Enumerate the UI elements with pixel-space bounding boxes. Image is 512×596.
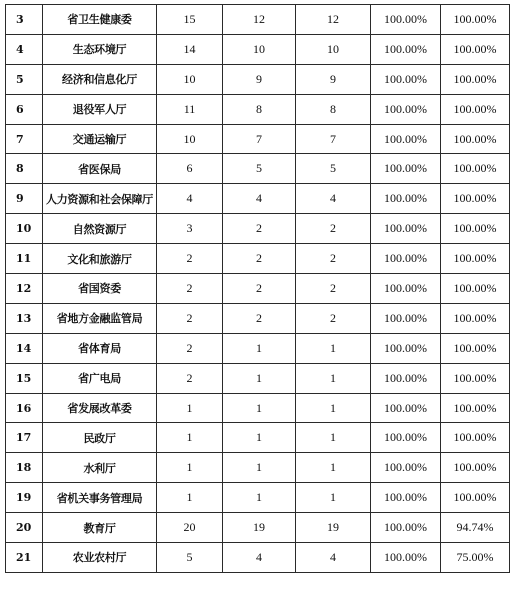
- department-cell: 自然资源厅: [43, 214, 157, 244]
- rate-cell: 100.00%: [441, 423, 510, 453]
- rate-cell: 75.00%: [441, 543, 510, 573]
- count-cell: 5: [223, 154, 296, 184]
- department-cell: 教育厅: [43, 513, 157, 543]
- count-cell: 1: [296, 453, 371, 483]
- count-cell: 6: [157, 154, 223, 184]
- rate-cell: 100.00%: [441, 5, 510, 35]
- table-row: [6, 274, 510, 304]
- row-number-cell: 6: [6, 94, 43, 124]
- count-cell: 8: [296, 94, 371, 124]
- count-cell: 1: [223, 483, 296, 513]
- department-cell: 生态环境厅: [43, 34, 157, 64]
- table-row: [6, 333, 510, 363]
- count-cell: 9: [223, 64, 296, 94]
- row-number-cell: 13: [6, 303, 43, 333]
- rate-cell: 100.00%: [441, 453, 510, 483]
- count-cell: 1: [157, 393, 223, 423]
- count-cell: 14: [157, 34, 223, 64]
- count-cell: 4: [296, 184, 371, 214]
- rate-cell: 100.00%: [371, 423, 441, 453]
- rate-cell: 100.00%: [371, 154, 441, 184]
- count-cell: 19: [296, 513, 371, 543]
- count-cell: 9: [296, 64, 371, 94]
- count-cell: 10: [296, 34, 371, 64]
- rate-cell: 100.00%: [371, 64, 441, 94]
- count-cell: 2: [223, 214, 296, 244]
- count-cell: 12: [223, 5, 296, 35]
- department-cell: 退役军人厅: [43, 94, 157, 124]
- count-cell: 2: [157, 363, 223, 393]
- row-number-cell: 10: [6, 214, 43, 244]
- rate-cell: 100.00%: [371, 453, 441, 483]
- table-row: [6, 5, 510, 35]
- count-cell: 2: [223, 303, 296, 333]
- row-number-cell: 21: [6, 543, 43, 573]
- rate-cell: 100.00%: [371, 483, 441, 513]
- department-cell: 水利厅: [43, 453, 157, 483]
- rate-cell: 100.00%: [441, 124, 510, 154]
- count-cell: 1: [296, 393, 371, 423]
- department-cell: 省机关事务管理局: [43, 483, 157, 513]
- count-cell: 1: [296, 363, 371, 393]
- rate-cell: 100.00%: [371, 124, 441, 154]
- row-number-cell: 4: [6, 34, 43, 64]
- count-cell: 8: [223, 94, 296, 124]
- row-number-cell: 15: [6, 363, 43, 393]
- table-row: [6, 214, 510, 244]
- table-body: [6, 5, 510, 573]
- row-number-cell: 17: [6, 423, 43, 453]
- row-number-cell: 14: [6, 333, 43, 363]
- count-cell: 1: [157, 483, 223, 513]
- table-row: [6, 154, 510, 184]
- table-row: [6, 124, 510, 154]
- rate-cell: 100.00%: [441, 214, 510, 244]
- rate-cell: 100.00%: [371, 393, 441, 423]
- rate-cell: 100.00%: [371, 274, 441, 304]
- rate-cell: 100.00%: [371, 363, 441, 393]
- department-cell: 农业农村厅: [43, 543, 157, 573]
- table-row: [6, 453, 510, 483]
- rate-cell: 100.00%: [371, 5, 441, 35]
- row-number-cell: 9: [6, 184, 43, 214]
- count-cell: 1: [157, 423, 223, 453]
- rate-cell: 100.00%: [441, 363, 510, 393]
- rate-cell: 100.00%: [371, 94, 441, 124]
- row-number-cell: 19: [6, 483, 43, 513]
- table-row: [6, 184, 510, 214]
- count-cell: 2: [223, 244, 296, 274]
- row-number-cell: 16: [6, 393, 43, 423]
- rate-cell: 94.74%: [441, 513, 510, 543]
- row-number-cell: 7: [6, 124, 43, 154]
- department-cell: 省医保局: [43, 154, 157, 184]
- count-cell: 2: [157, 244, 223, 274]
- count-cell: 10: [157, 64, 223, 94]
- count-cell: 2: [296, 303, 371, 333]
- department-cell: 省国资委: [43, 274, 157, 304]
- row-number-cell: 11: [6, 244, 43, 274]
- table-row: [6, 94, 510, 124]
- count-cell: 2: [157, 303, 223, 333]
- count-cell: 1: [296, 333, 371, 363]
- rate-cell: 100.00%: [371, 244, 441, 274]
- data-table: [5, 4, 510, 573]
- count-cell: 4: [296, 543, 371, 573]
- table-row: [6, 303, 510, 333]
- rate-cell: 100.00%: [371, 513, 441, 543]
- rate-cell: 100.00%: [441, 244, 510, 274]
- count-cell: 2: [296, 244, 371, 274]
- count-cell: 2: [296, 274, 371, 304]
- count-cell: 20: [157, 513, 223, 543]
- rate-cell: 100.00%: [441, 303, 510, 333]
- row-number-cell: 20: [6, 513, 43, 543]
- count-cell: 2: [157, 333, 223, 363]
- count-cell: 2: [223, 274, 296, 304]
- count-cell: 2: [157, 274, 223, 304]
- count-cell: 5: [157, 543, 223, 573]
- table-row: [6, 483, 510, 513]
- rate-cell: 100.00%: [441, 393, 510, 423]
- table-row: [6, 513, 510, 543]
- count-cell: 3: [157, 214, 223, 244]
- count-cell: 1: [296, 423, 371, 453]
- table-row: [6, 363, 510, 393]
- rate-cell: 100.00%: [371, 543, 441, 573]
- rate-cell: 100.00%: [441, 184, 510, 214]
- department-cell: 省体育局: [43, 333, 157, 363]
- count-cell: 1: [157, 453, 223, 483]
- rate-cell: 100.00%: [441, 34, 510, 64]
- department-cell: 省地方金融监管局: [43, 303, 157, 333]
- count-cell: 11: [157, 94, 223, 124]
- count-cell: 1: [296, 483, 371, 513]
- count-cell: 4: [223, 184, 296, 214]
- table-row: [6, 393, 510, 423]
- count-cell: 12: [296, 5, 371, 35]
- count-cell: 15: [157, 5, 223, 35]
- table-row: [6, 244, 510, 274]
- count-cell: 4: [157, 184, 223, 214]
- department-cell: 经济和信息化厅: [43, 64, 157, 94]
- rate-cell: 100.00%: [371, 333, 441, 363]
- count-cell: 7: [296, 124, 371, 154]
- rate-cell: 100.00%: [441, 274, 510, 304]
- count-cell: 1: [223, 333, 296, 363]
- rate-cell: 100.00%: [441, 333, 510, 363]
- row-number-cell: 18: [6, 453, 43, 483]
- department-cell: 交通运输厅: [43, 124, 157, 154]
- table-row: [6, 64, 510, 94]
- count-cell: 2: [296, 214, 371, 244]
- row-number-cell: 5: [6, 64, 43, 94]
- table-row: [6, 423, 510, 453]
- row-number-cell: 3: [6, 5, 43, 35]
- count-cell: 1: [223, 363, 296, 393]
- count-cell: 1: [223, 393, 296, 423]
- table-row: [6, 34, 510, 64]
- row-number-cell: 12: [6, 274, 43, 304]
- rate-cell: 100.00%: [371, 303, 441, 333]
- rate-cell: 100.00%: [371, 214, 441, 244]
- rate-cell: 100.00%: [441, 94, 510, 124]
- rate-cell: 100.00%: [441, 483, 510, 513]
- count-cell: 4: [223, 543, 296, 573]
- department-cell: 民政厅: [43, 423, 157, 453]
- count-cell: 10: [157, 124, 223, 154]
- count-cell: 1: [223, 423, 296, 453]
- count-cell: 19: [223, 513, 296, 543]
- department-cell: 文化和旅游厅: [43, 244, 157, 274]
- department-cell: 省发展改革委: [43, 393, 157, 423]
- count-cell: 5: [296, 154, 371, 184]
- row-number-cell: 8: [6, 154, 43, 184]
- table-row: [6, 543, 510, 573]
- count-cell: 10: [223, 34, 296, 64]
- rate-cell: 100.00%: [371, 34, 441, 64]
- count-cell: 1: [223, 453, 296, 483]
- rate-cell: 100.00%: [371, 184, 441, 214]
- rate-cell: 100.00%: [441, 64, 510, 94]
- department-cell: 省广电局: [43, 363, 157, 393]
- department-cell: 人力资源和社会保障厅: [43, 184, 157, 214]
- rate-cell: 100.00%: [441, 154, 510, 184]
- department-cell: 省卫生健康委: [43, 5, 157, 35]
- count-cell: 7: [223, 124, 296, 154]
